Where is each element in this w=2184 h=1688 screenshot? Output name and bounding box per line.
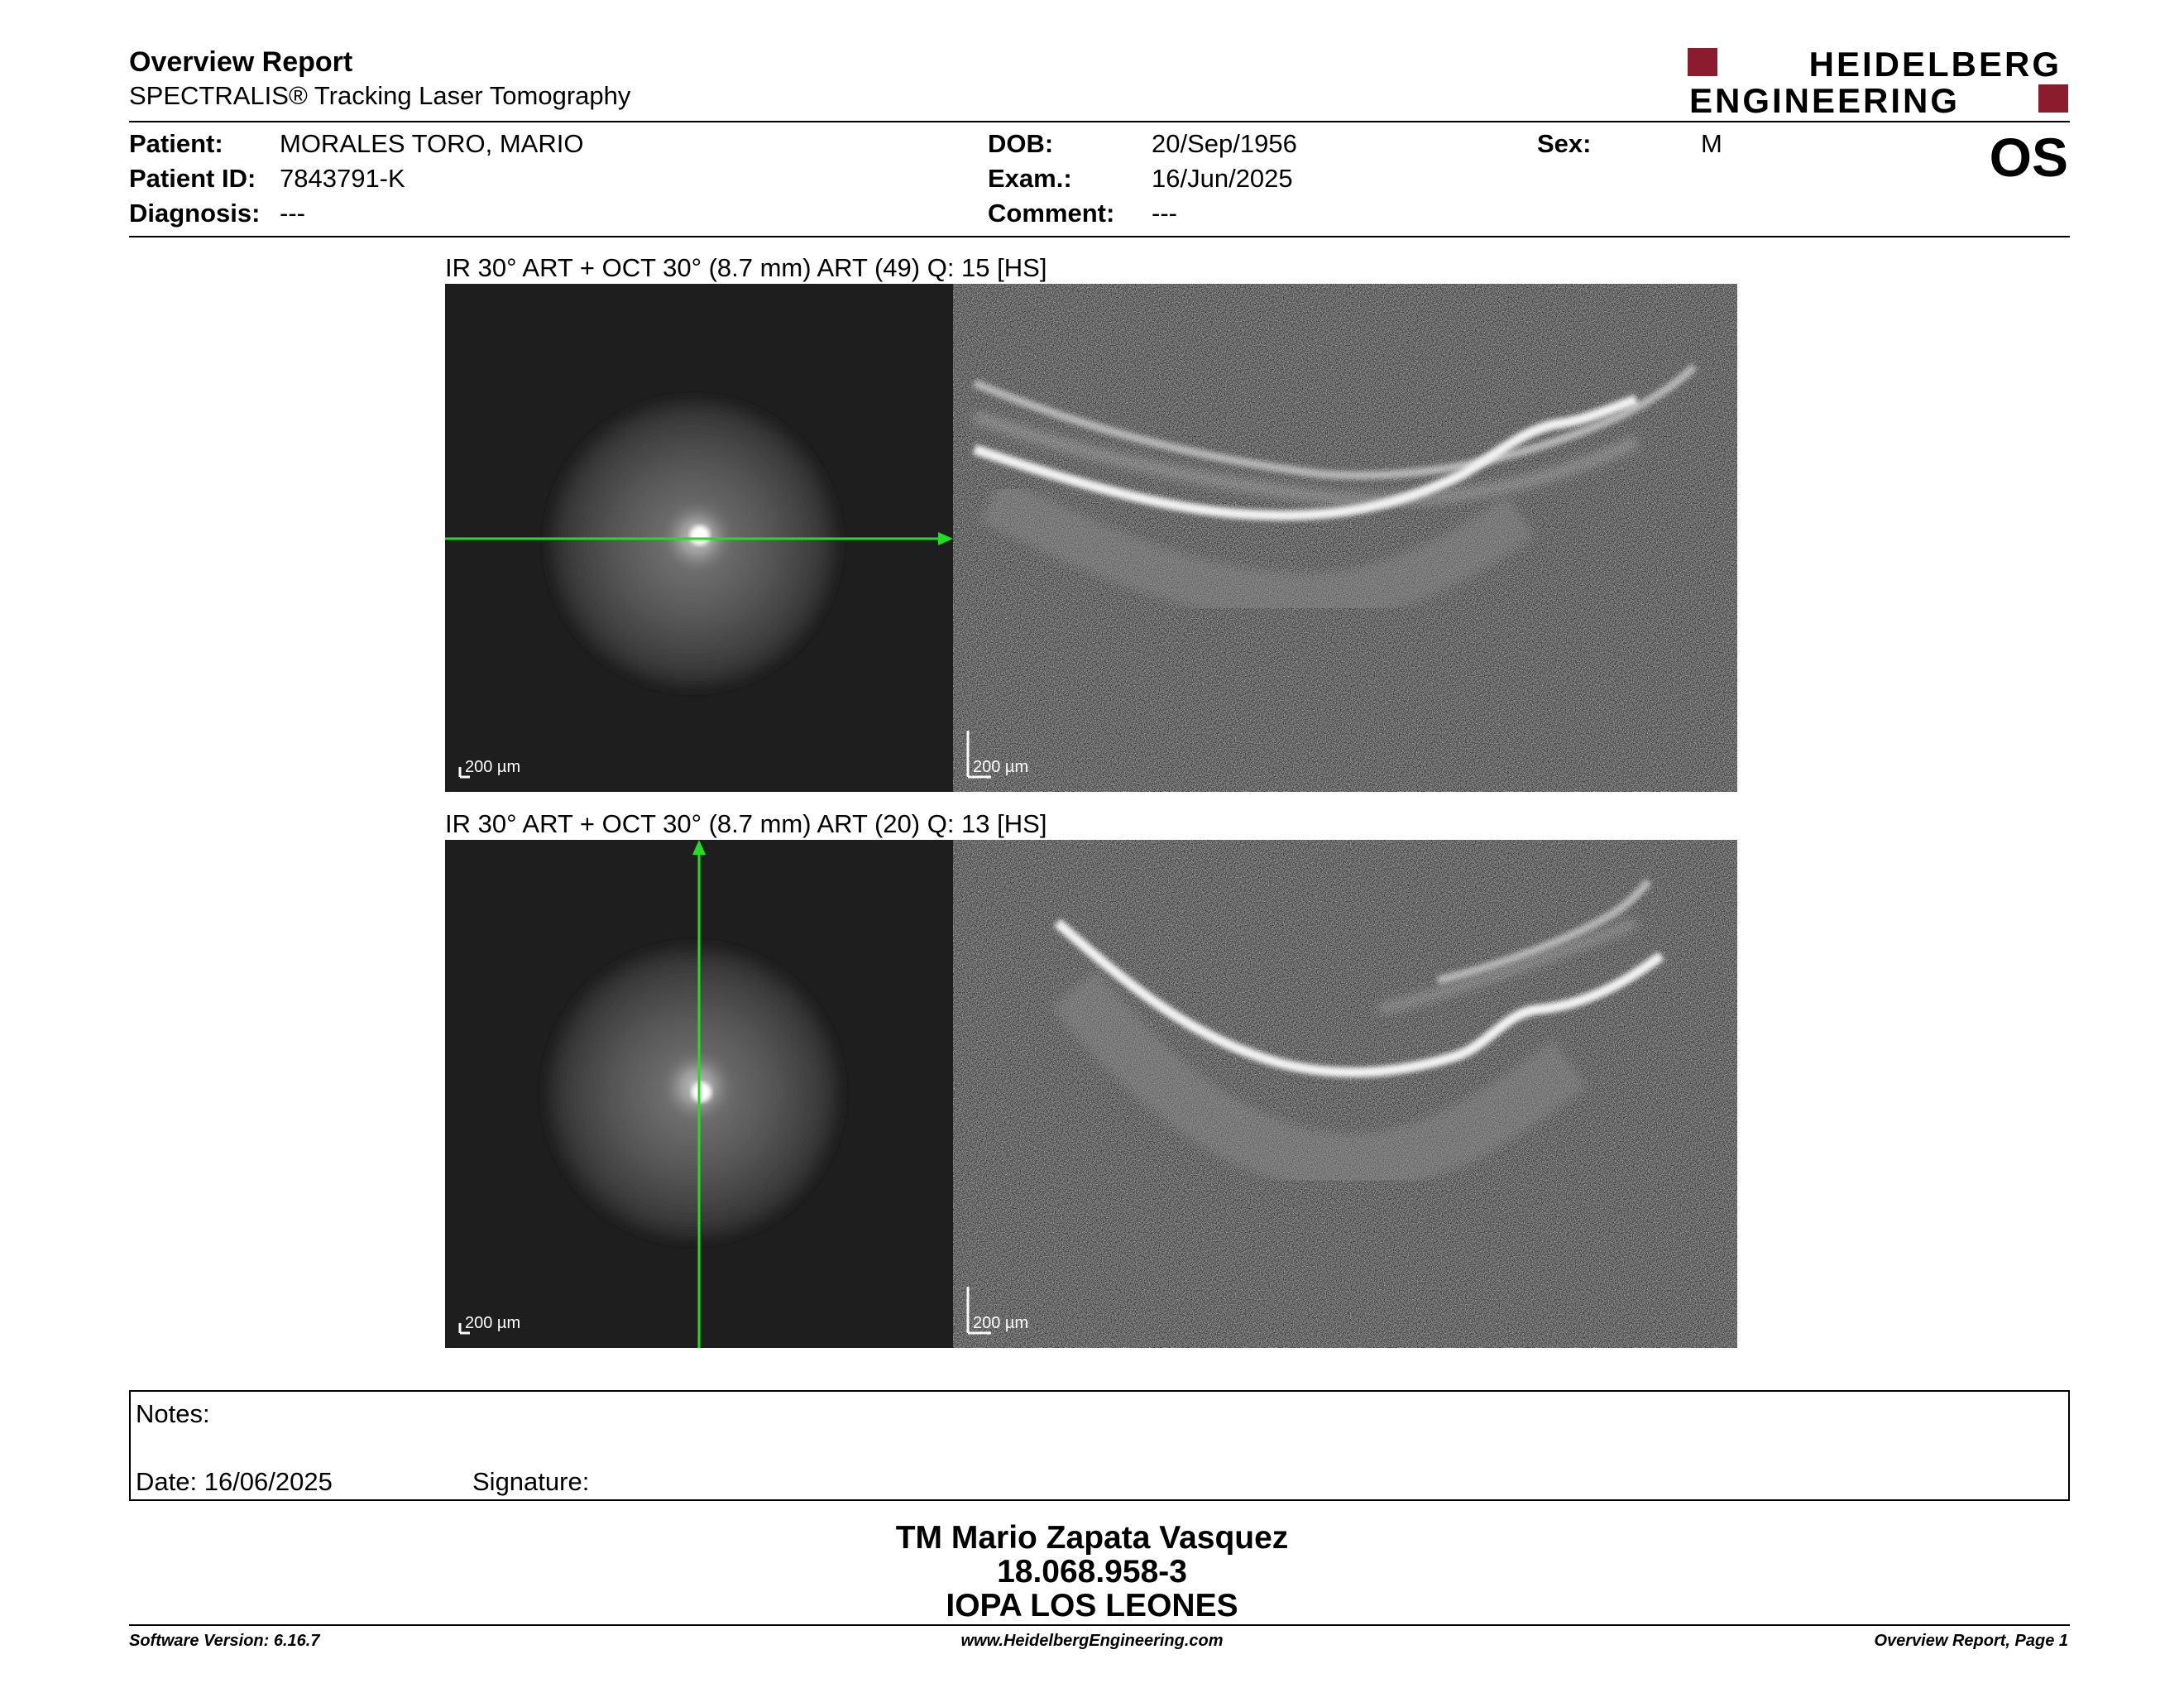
patient-id-value: 7843791-K (280, 164, 405, 193)
footer-divider (129, 1624, 2070, 1626)
scan-2-images (445, 840, 1737, 1348)
patient-divider (129, 236, 2070, 237)
website-link[interactable]: www.HeidelbergEngineering.com (960, 1632, 1224, 1650)
heidelberg-logo (1688, 46, 2068, 116)
stamp-rut: 18.068.958-3 (997, 1554, 1187, 1590)
oct-bscan-image-2 (953, 840, 1737, 1348)
notes-date: Date: 16/06/2025 (136, 1467, 333, 1496)
ir-fundus-image-1 (445, 284, 953, 792)
report-subtitle: SPECTRALIS® Tracking Laser Tomography (129, 81, 631, 110)
exam-value: 16/Jun/2025 (1152, 164, 1293, 193)
patient-id-label: Patient ID: (129, 164, 256, 193)
report-title: Overview Report (129, 46, 353, 78)
signature-label: Signature: (472, 1467, 590, 1496)
sex-label: Sex: (1537, 129, 1592, 158)
scan-1-caption: IR 30° ART + OCT 30° (8.7 mm) ART (49) Q: 15 [HS] (445, 253, 1047, 282)
comment-value: --- (1152, 199, 1177, 228)
ir-scale-2: 200 µm (465, 1314, 521, 1332)
ir-fundus-image-2 (445, 840, 953, 1348)
patient-label: Patient: (129, 129, 223, 158)
diagnosis-value: --- (280, 199, 305, 228)
eye-indicator: OS (1989, 127, 2068, 188)
oct-scale-1: 200 µm (973, 758, 1029, 776)
logo-line1: HEIDELBERG (1808, 46, 2062, 84)
sex-value: M (1701, 129, 1722, 158)
software-version: Software Version: 6.16.7 (129, 1632, 320, 1650)
comment-label: Comment: (988, 199, 1115, 228)
stamp-name: TM Mario Zapata Vasquez (895, 1520, 1289, 1556)
scan-1-images (445, 284, 1737, 792)
dob-value: 20/Sep/1956 (1152, 129, 1297, 158)
dob-label: DOB: (988, 129, 1054, 158)
oct-scale-2: 200 µm (973, 1314, 1029, 1332)
page-indicator: Overview Report, Page 1 (1874, 1632, 2068, 1650)
header-divider (129, 121, 2070, 122)
oct-bscan-image-1 (953, 284, 1737, 792)
ir-scale-1: 200 µm (465, 758, 521, 776)
scan-2-caption: IR 30° ART + OCT 30° (8.7 mm) ART (20) Q: 13 [HS] (445, 809, 1047, 838)
notes-box (129, 1390, 2070, 1501)
logo-line2: ENGINEERING (1689, 81, 1961, 116)
stamp-institution: IOPA LOS LEONES (946, 1588, 1238, 1623)
patient-name: MORALES TORO, MARIO (280, 129, 584, 158)
notes-label: Notes: (136, 1399, 210, 1428)
diagnosis-label: Diagnosis: (129, 199, 261, 228)
exam-label: Exam.: (988, 164, 1072, 193)
